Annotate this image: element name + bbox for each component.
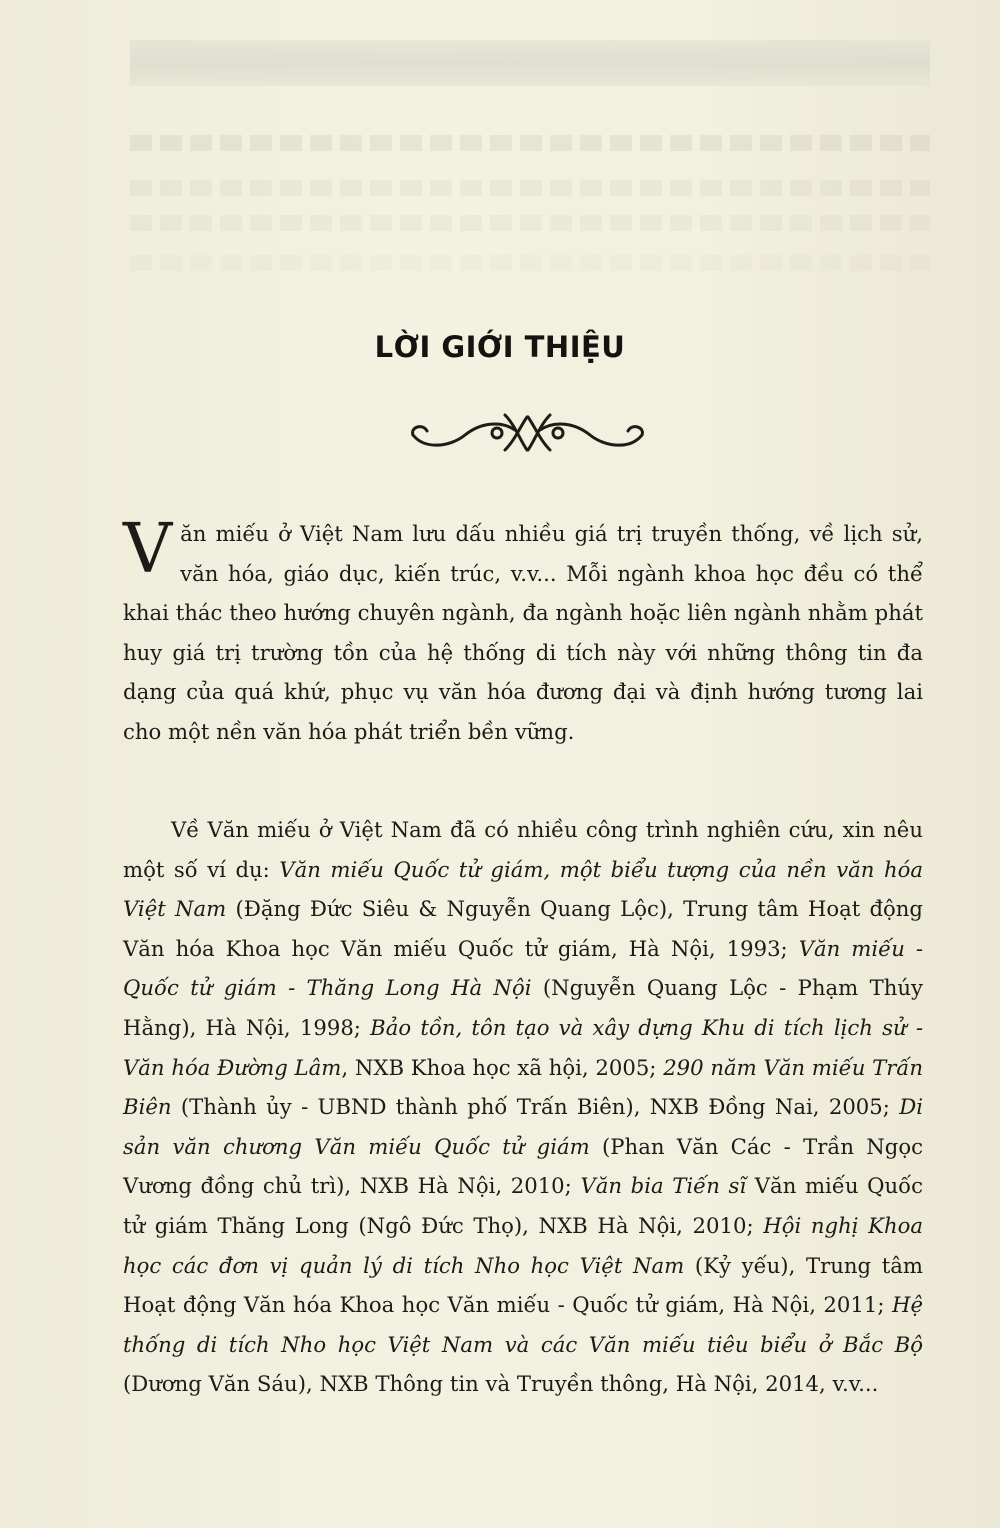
- ref-text: Về Văn miếu ở Việt Nam đã có nhiều công trình nghiên cứu, xin nêu một số ví dụ:: [123, 817, 923, 882]
- ref-title: Văn bia Tiến sĩ: [580, 1173, 747, 1199]
- bleed-through-line: [130, 215, 930, 231]
- ref-title: Hội nghị Khoa học các đơn vị quản lý di tích Nho học Việt Nam: [123, 1212, 923, 1278]
- references-paragraph: [123, 810, 923, 1404]
- ref-title: Văn miếu Quốc tử giám, một biểu tượng của nền văn hóa Việt Nam: [123, 856, 923, 922]
- ref-text: (Kỷ yếu), Trung tâm Hoạt động Văn hóa Khoa học Văn miếu - Quốc tử giám, Hà Nội, 2011;: [123, 1252, 923, 1318]
- ref-title: Hệ thống di tích Nho học Việt Nam và các Văn miếu tiêu biểu ở Bắc Bộ: [123, 1292, 923, 1357]
- flourish-ornament-icon: [405, 405, 650, 460]
- ref-title: 290 năm Văn miếu Trấn Biên: [123, 1054, 923, 1120]
- page-title: LỜI GIỚI THIỆU: [374, 330, 626, 364]
- bleed-through-line: [130, 255, 930, 271]
- ref-text: , NXB Khoa học xã hội, 2005;: [341, 1054, 664, 1080]
- intro-paragraph: [123, 510, 923, 752]
- bleed-through-line: [130, 180, 930, 196]
- ref-title: Văn miếu - Quốc tử giám - Thăng Long Hà Nội: [123, 935, 923, 1001]
- header-band: [130, 40, 930, 86]
- ref-text: (Đặng Đức Siêu & Nguyễn Quang Lộc), Trung tâm Hoạt động Văn hóa Khoa học Văn miếu Quốc tử giám, Hà Nội, 1993;: [123, 896, 923, 961]
- intro-text: ăn miếu ở Việt Nam lưu dấu nhiều giá trị truyền thống, về lịch sử, văn hóa, giáo dục, kiến trúc, v.v... Mỗi ngành khoa học đều có thể khai thác theo hướng chuyên ngành, đa ngành hoặc liên ngành nhằm phát huy giá trị trường tồn của hệ thống di tích này với những thông tin đa dạng của quá khứ, phục vụ văn hóa đương đại và định hướng tương lai cho một nền văn hóa phát triển bền vững.: [123, 521, 923, 744]
- ref-text: (Dương Văn Sáu), NXB Thông tin và Truyền thông, Hà Nội, 2014, v.v...: [123, 1371, 879, 1397]
- ref-text: (Nguyễn Quang Lộc - Phạm Thúy Hằng), Hà Nội, 1998;: [123, 975, 923, 1040]
- ref-text: (Thành ủy - UBND thành phố Trấn Biên), NXB Đồng Nai, 2005;: [171, 1094, 900, 1120]
- bleed-through-line: [130, 135, 930, 151]
- ref-title: Di sản văn chương Văn miếu Quốc tử giám: [123, 1094, 923, 1159]
- drop-cap: V: [123, 510, 173, 589]
- ref-text: Văn miếu Quốc tử giám Thăng Long (Ngô Đức Thọ), NXB Hà Nội, 2010;: [123, 1173, 923, 1238]
- ref-text: (Phan Văn Các - Trần Ngọc Vương đồng chủ trì), NXB Hà Nội, 2010;: [123, 1133, 923, 1199]
- ref-title: Bảo tồn, tôn tạo và xây dựng Khu di tích lịch sử - Văn hóa Đường Lâm: [123, 1014, 923, 1080]
